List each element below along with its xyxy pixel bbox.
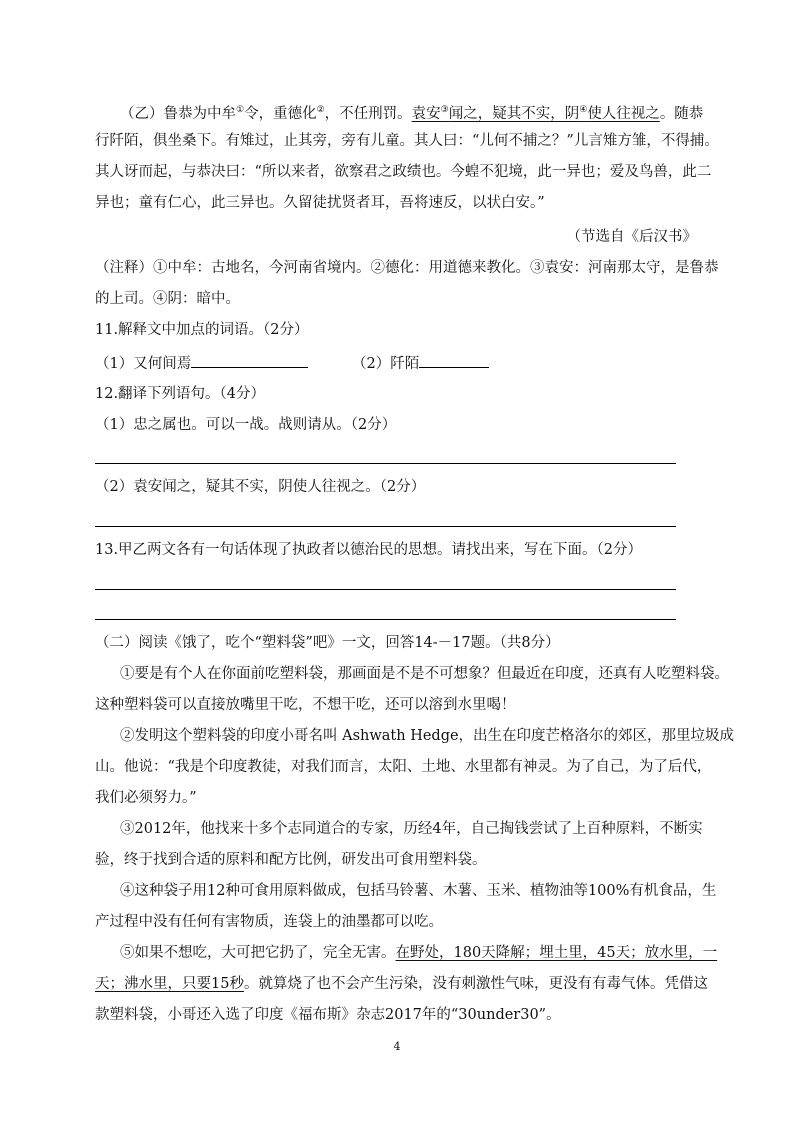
question-11-item-1 xyxy=(95,353,308,374)
underlined-text: 使人往视之 xyxy=(587,105,660,122)
passage-yi-line-4: 异也；童有仁心，此三异也。久留徒扰贤者耳，吾将速反，以状白安。” xyxy=(95,195,545,211)
section-2-intro: （二）阅读《饿了，吃个“塑料袋”吧》一文，回答14-－17题。（共8分） xyxy=(95,635,560,651)
footnote-marker: ② xyxy=(316,105,325,115)
text-span: 。随恭 xyxy=(659,105,704,122)
question-11-1-label: （1）又何间焉 xyxy=(95,356,192,372)
question-12-item-2: （2）袁安闻之，疑其不实，阴使人往视之。（2分） xyxy=(95,479,426,495)
underlined-text: 天；沸水里，只要15秒 xyxy=(95,976,244,992)
underlined-text: 闻之，疑其不实，阴 xyxy=(448,105,580,122)
answer-line-13-b[interactable] xyxy=(95,619,676,620)
passage-yi-line-1 xyxy=(120,100,703,124)
paragraph-4-line-2: 产过程中没有任何有害物质，连袋上的油墨都可以吃。 xyxy=(95,914,443,930)
question-13: 13.甲乙两文各有一句话体现了执政者以德治民的思想。请找出来，写在下面。（2分） xyxy=(95,542,643,558)
text-span: ⑤如果不想吃，大可把它扔了，完全无害。 xyxy=(120,945,396,961)
source-citation: （节选自《后汉书》 xyxy=(566,229,697,245)
answer-blank-11-1[interactable] xyxy=(191,353,308,368)
question-11-item-2 xyxy=(352,353,489,374)
answer-line-12-1[interactable] xyxy=(95,463,676,464)
question-12: 12.翻译下列语句。（4分） xyxy=(95,386,266,402)
paragraph-3-line-1: ③2012年，他找来十多个志同道合的专家，历经4年，自己掏钱尝试了上百种原料，不断实 xyxy=(120,821,703,837)
paragraph-5-line-2 xyxy=(95,974,708,994)
text-span: 令，重德化 xyxy=(244,105,317,122)
paragraph-1-line-1: ①要是有个人在你面前吃塑料袋，那画面是不是不可想象？但最近在印度，还真有人吃塑料袋。 xyxy=(120,666,729,682)
footnote-marker: ④ xyxy=(579,105,588,115)
answer-line-13-a[interactable] xyxy=(95,589,676,590)
paragraph-5-line-1 xyxy=(120,943,717,963)
paragraph-2-line-1: ②发明这个塑料袋的印度小哥名叫 Ashwath Hedge，出生在印度芒格洛尔的郊区，那里垃圾成 xyxy=(120,728,735,744)
paragraph-2-line-2: 山。他说：“我是个印度教徒，对我们而言，太阳、土地、水里都有神灵。为了自己，为了后代， xyxy=(95,759,712,775)
notes-line-2: 的上司。④阴：暗中。 xyxy=(95,291,240,307)
question-11: 11.解释文中加点的词语。（2分） xyxy=(95,322,309,338)
footnote-marker: ① xyxy=(236,105,245,115)
notes-line-1: （注释）①中牟：古地名，今河南省境内。②德化：用道德来教化。③袁安：河南那太守，是鲁恭 xyxy=(95,260,719,276)
paragraph-2-line-3: 我们必须努力。” xyxy=(95,790,197,806)
question-11-2-label: （2）阡陌 xyxy=(352,356,420,372)
paragraph-4-line-1: ④这种袋子用12种可食用原料做成，包括马铃薯、木薯、玉米、植物油等100%有机食品，生 xyxy=(120,883,717,899)
text-span: ，不任刑罚。 xyxy=(324,105,412,122)
footnote-marker: ③ xyxy=(440,105,449,115)
paragraph-3-line-2: 验，终于找到合适的原料和配方比例，研发出可食用塑料袋。 xyxy=(95,852,487,868)
text-span: 。就算烧了也不会产生污染，没有刺激性气味，更没有有毒气体。凭借这 xyxy=(243,976,708,992)
underlined-text: 袁安 xyxy=(411,105,441,122)
passage-yi-line-3: 其人讶而起，与恭决曰：“所以来者，欲察君之政绩也。今蝗不犯境，此一异也；爱及鸟兽，此二 xyxy=(95,164,712,180)
question-12-item-1: （1）忠之属也。可以一战。战则请从。（2分） xyxy=(95,417,397,433)
page-number: 4 xyxy=(393,1040,401,1053)
text-span: （乙）鲁恭为中牟 xyxy=(120,105,236,122)
passage-yi-line-2: 行阡陌，俱坐桑下。有雉过，止其旁，旁有儿童。其人曰：“儿何不捕之？”儿言雉方雏，不得捕。 xyxy=(95,133,719,149)
paragraph-5-line-3: 款塑料袋，小哥还入选了印度《福布斯》杂志2017年的“30under30”。 xyxy=(95,1007,561,1023)
underlined-text: 在野处，180天降解；埋土里，45天；放水里，一 xyxy=(395,945,718,961)
paragraph-1-line-2: 这种塑料袋可以直接放嘴里干吃，不想干吃，还可以溶到水里喝！ xyxy=(95,697,516,713)
answer-line-12-2[interactable] xyxy=(95,526,676,527)
answer-blank-11-2[interactable] xyxy=(419,353,489,368)
